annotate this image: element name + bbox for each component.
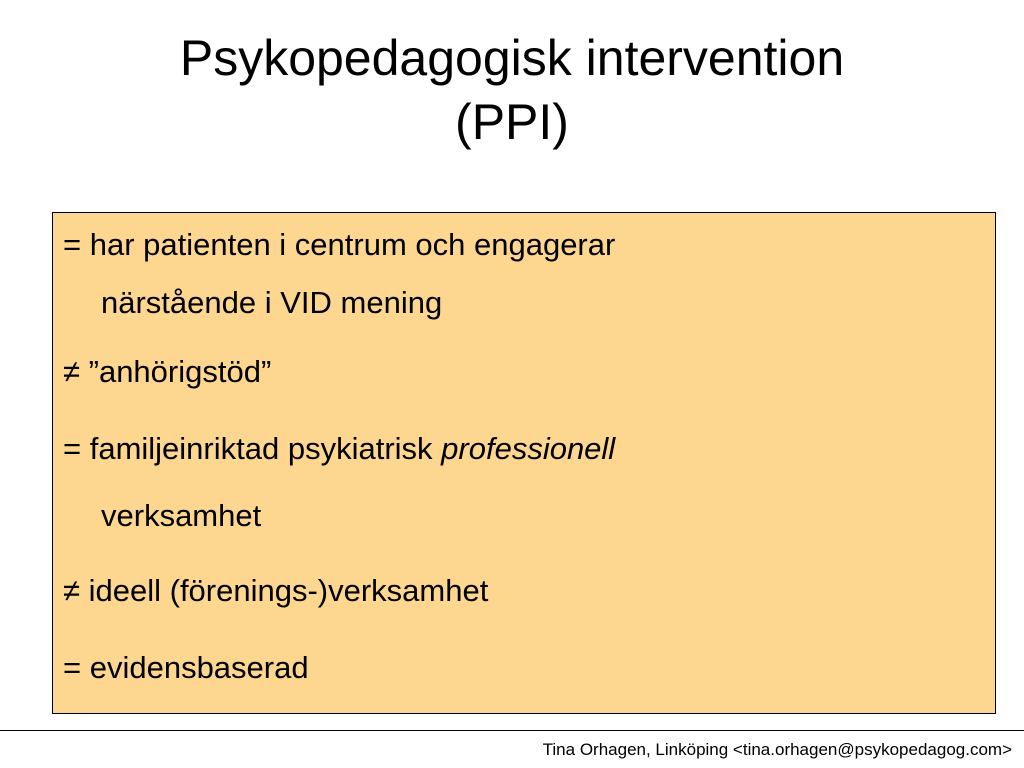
bullet-family-oriented-text: = familjeinriktad psykiatrisk bbox=[63, 431, 442, 466]
slide-title bbox=[0, 26, 1024, 154]
bullet-family-oriented-continuation: verksamhet bbox=[101, 498, 262, 533]
bullet-not-voluntary: ≠ ideell (förenings-)verksamhet bbox=[63, 573, 489, 608]
bullet-evidence-based: = evidensbaserad bbox=[63, 650, 309, 685]
bullet-not-relative-support: ≠ ”anhörigstöd” bbox=[63, 354, 272, 389]
content-box bbox=[52, 212, 996, 714]
slide-title-line-2: (PPI) bbox=[455, 94, 569, 150]
bullet-family-oriented bbox=[63, 431, 615, 467]
slide-title-line-1: Psykopedagogisk intervention bbox=[179, 30, 845, 86]
footer-author-contact: Tina Orhagen, Linköping <tina.orhagen@psykopedagog.com> bbox=[542, 740, 1012, 759]
bullet-patient-centered-continuation: närstående i VID mening bbox=[101, 285, 443, 320]
bullet-patient-centered: = har patienten i centrum och engagerar bbox=[63, 227, 616, 262]
footer-divider bbox=[0, 730, 1024, 731]
bullet-family-oriented-emphasis: professionell bbox=[441, 431, 616, 466]
